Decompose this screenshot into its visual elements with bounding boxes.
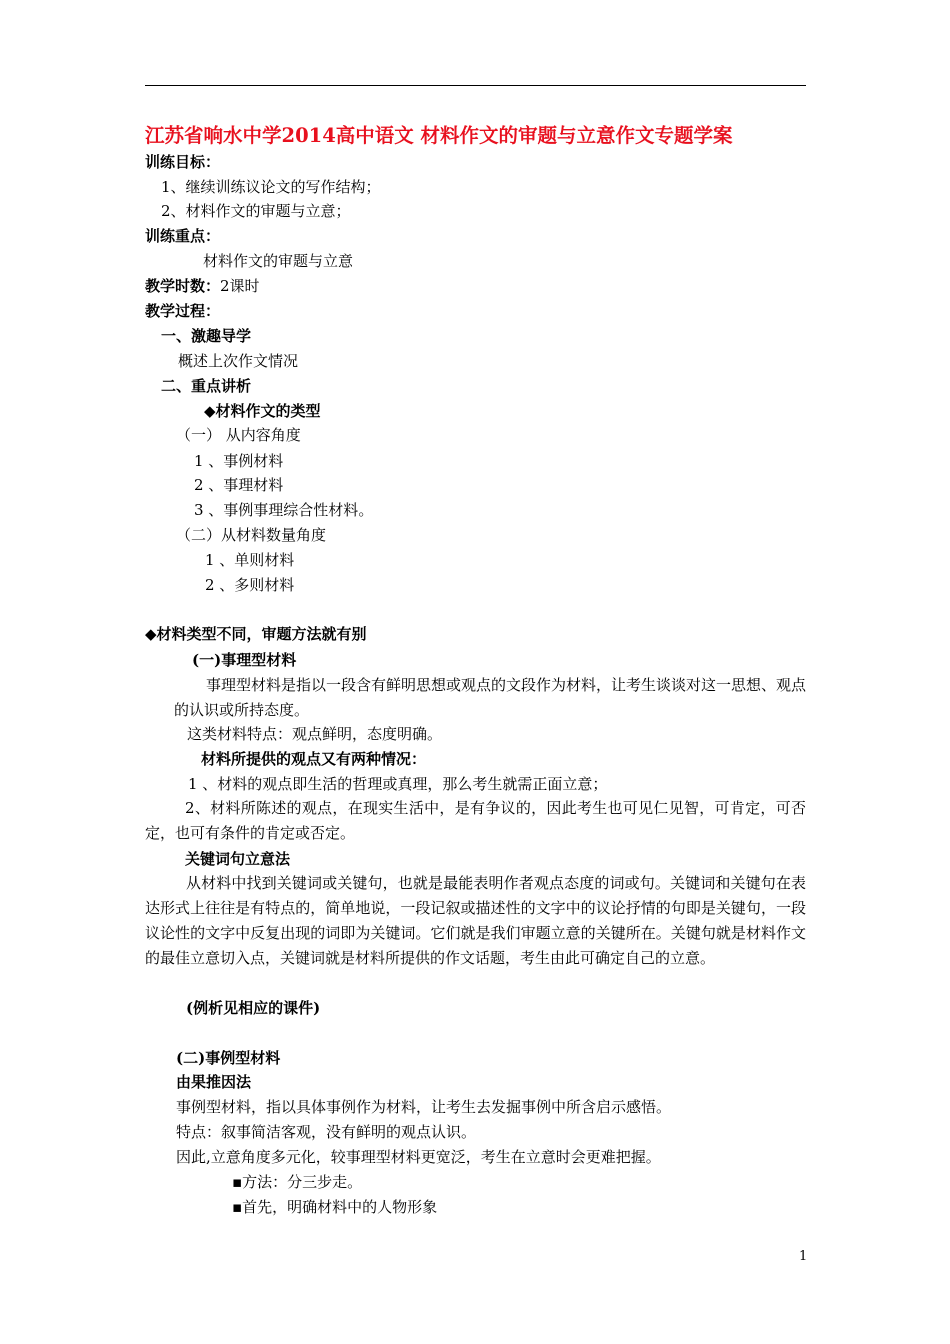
goal-item-2: 2、材料作文的审题与立意； [161,202,351,220]
types-heading: ◆材料作文的类型 [204,402,321,420]
case-definition: 事例型材料，指以具体事例作为材料，让考生去发掘事例中所含启示感悟。 [176,1098,672,1116]
keyword-method-paragraph: 从材料中找到关键词或关键句，也就是最能表明作者观点态度的词或句。关键词和关键句在表达形式上往往是有特点的，简单地说，一段记叙或描述性的文字中的议论抒情的句即是关键句，一段议论性的文字中反复出现的词即为关键词。它们就是我们审题立意的关键所在。关键句就是材料作文的最佳立意切入点，关键词就是材料所提供的作文话题，考生由此可确定自己的立意。 [145,874,806,967]
case-type-heading: (二)事例型材料 [176,1049,281,1067]
reason-feature: 这类材料特点：观点鲜明，态度明确。 [187,725,443,743]
document-title: 江苏省响水中学2014高中语文 材料作文的审题与立意作文专题学案 [145,124,733,147]
content-item-1: 1 、事例材料 [194,452,284,470]
bullet-item-2: ▪首先，明确材料中的人物形象 [232,1198,438,1216]
reason-definition: 事理型材料是指以一段含有鲜明思想或观点的文段作为材料，让考生谈谈对这一思想、观点的认识或所持态度。 [174,676,807,719]
effect-cause-heading: 由果推因法 [176,1073,252,1091]
by-count-heading: （二）从材料数量角度 [176,526,327,544]
diff-heading: ◆材料类型不同，审题方法就有别 [145,625,367,643]
hours-label: 教学时数： [145,277,221,295]
content-item-3: 3 、事例事理综合性材料。 [194,501,374,519]
hours-value: 2课时 [220,277,260,295]
example-note: (例析见相应的课件) [186,999,321,1017]
case-item-2: 2、材料所陈述的观点，在现实生活中，是有争议的，因此考生也可见仁见智，可肯定，可否定，也可有条件的肯定或否定。 [145,799,806,842]
section-2-heading: 二、重点讲析 [161,377,252,395]
process-heading: 教学过程： [145,302,221,320]
case-feature: 特点：叙事简洁客观，没有鲜明的观点认识。 [176,1123,477,1141]
count-item-2: 2 、多则材料 [205,576,295,594]
section-1-heading: 一、激趣导学 [161,327,252,345]
focus-heading: 训练重点： [145,227,221,245]
bullet-item-1: ▪方法：分三步走。 [232,1173,363,1191]
keyword-method-heading: 关键词句立意法 [185,850,291,868]
content-item-2: 2 、事理材料 [194,476,284,494]
focus-text: 材料作文的审题与立意 [203,252,354,270]
case-therefore: 因此,立意角度多元化，较事理型材料更宽泛，考生在立意时会更难把握。 [176,1148,661,1166]
teaching-hours [145,276,260,296]
by-content-heading: （一） 从内容角度 [176,426,301,444]
header-rule [145,85,806,86]
two-cases-heading: 材料所提供的观点又有两种情况： [201,750,427,768]
page-number: 1 [799,1249,808,1264]
case-item-1: 1 、材料的观点即生活的哲理或真理，那么考生就需正面立意； [188,775,608,793]
count-item-1: 1 、单则材料 [205,551,295,569]
section-1-text: 概述上次作文情况 [178,352,299,370]
goal-item-1: 1、继续训练议论文的写作结构； [161,178,381,196]
reason-type-heading: (一)事理型材料 [192,651,297,669]
goal-heading: 训练目标： [145,153,221,171]
